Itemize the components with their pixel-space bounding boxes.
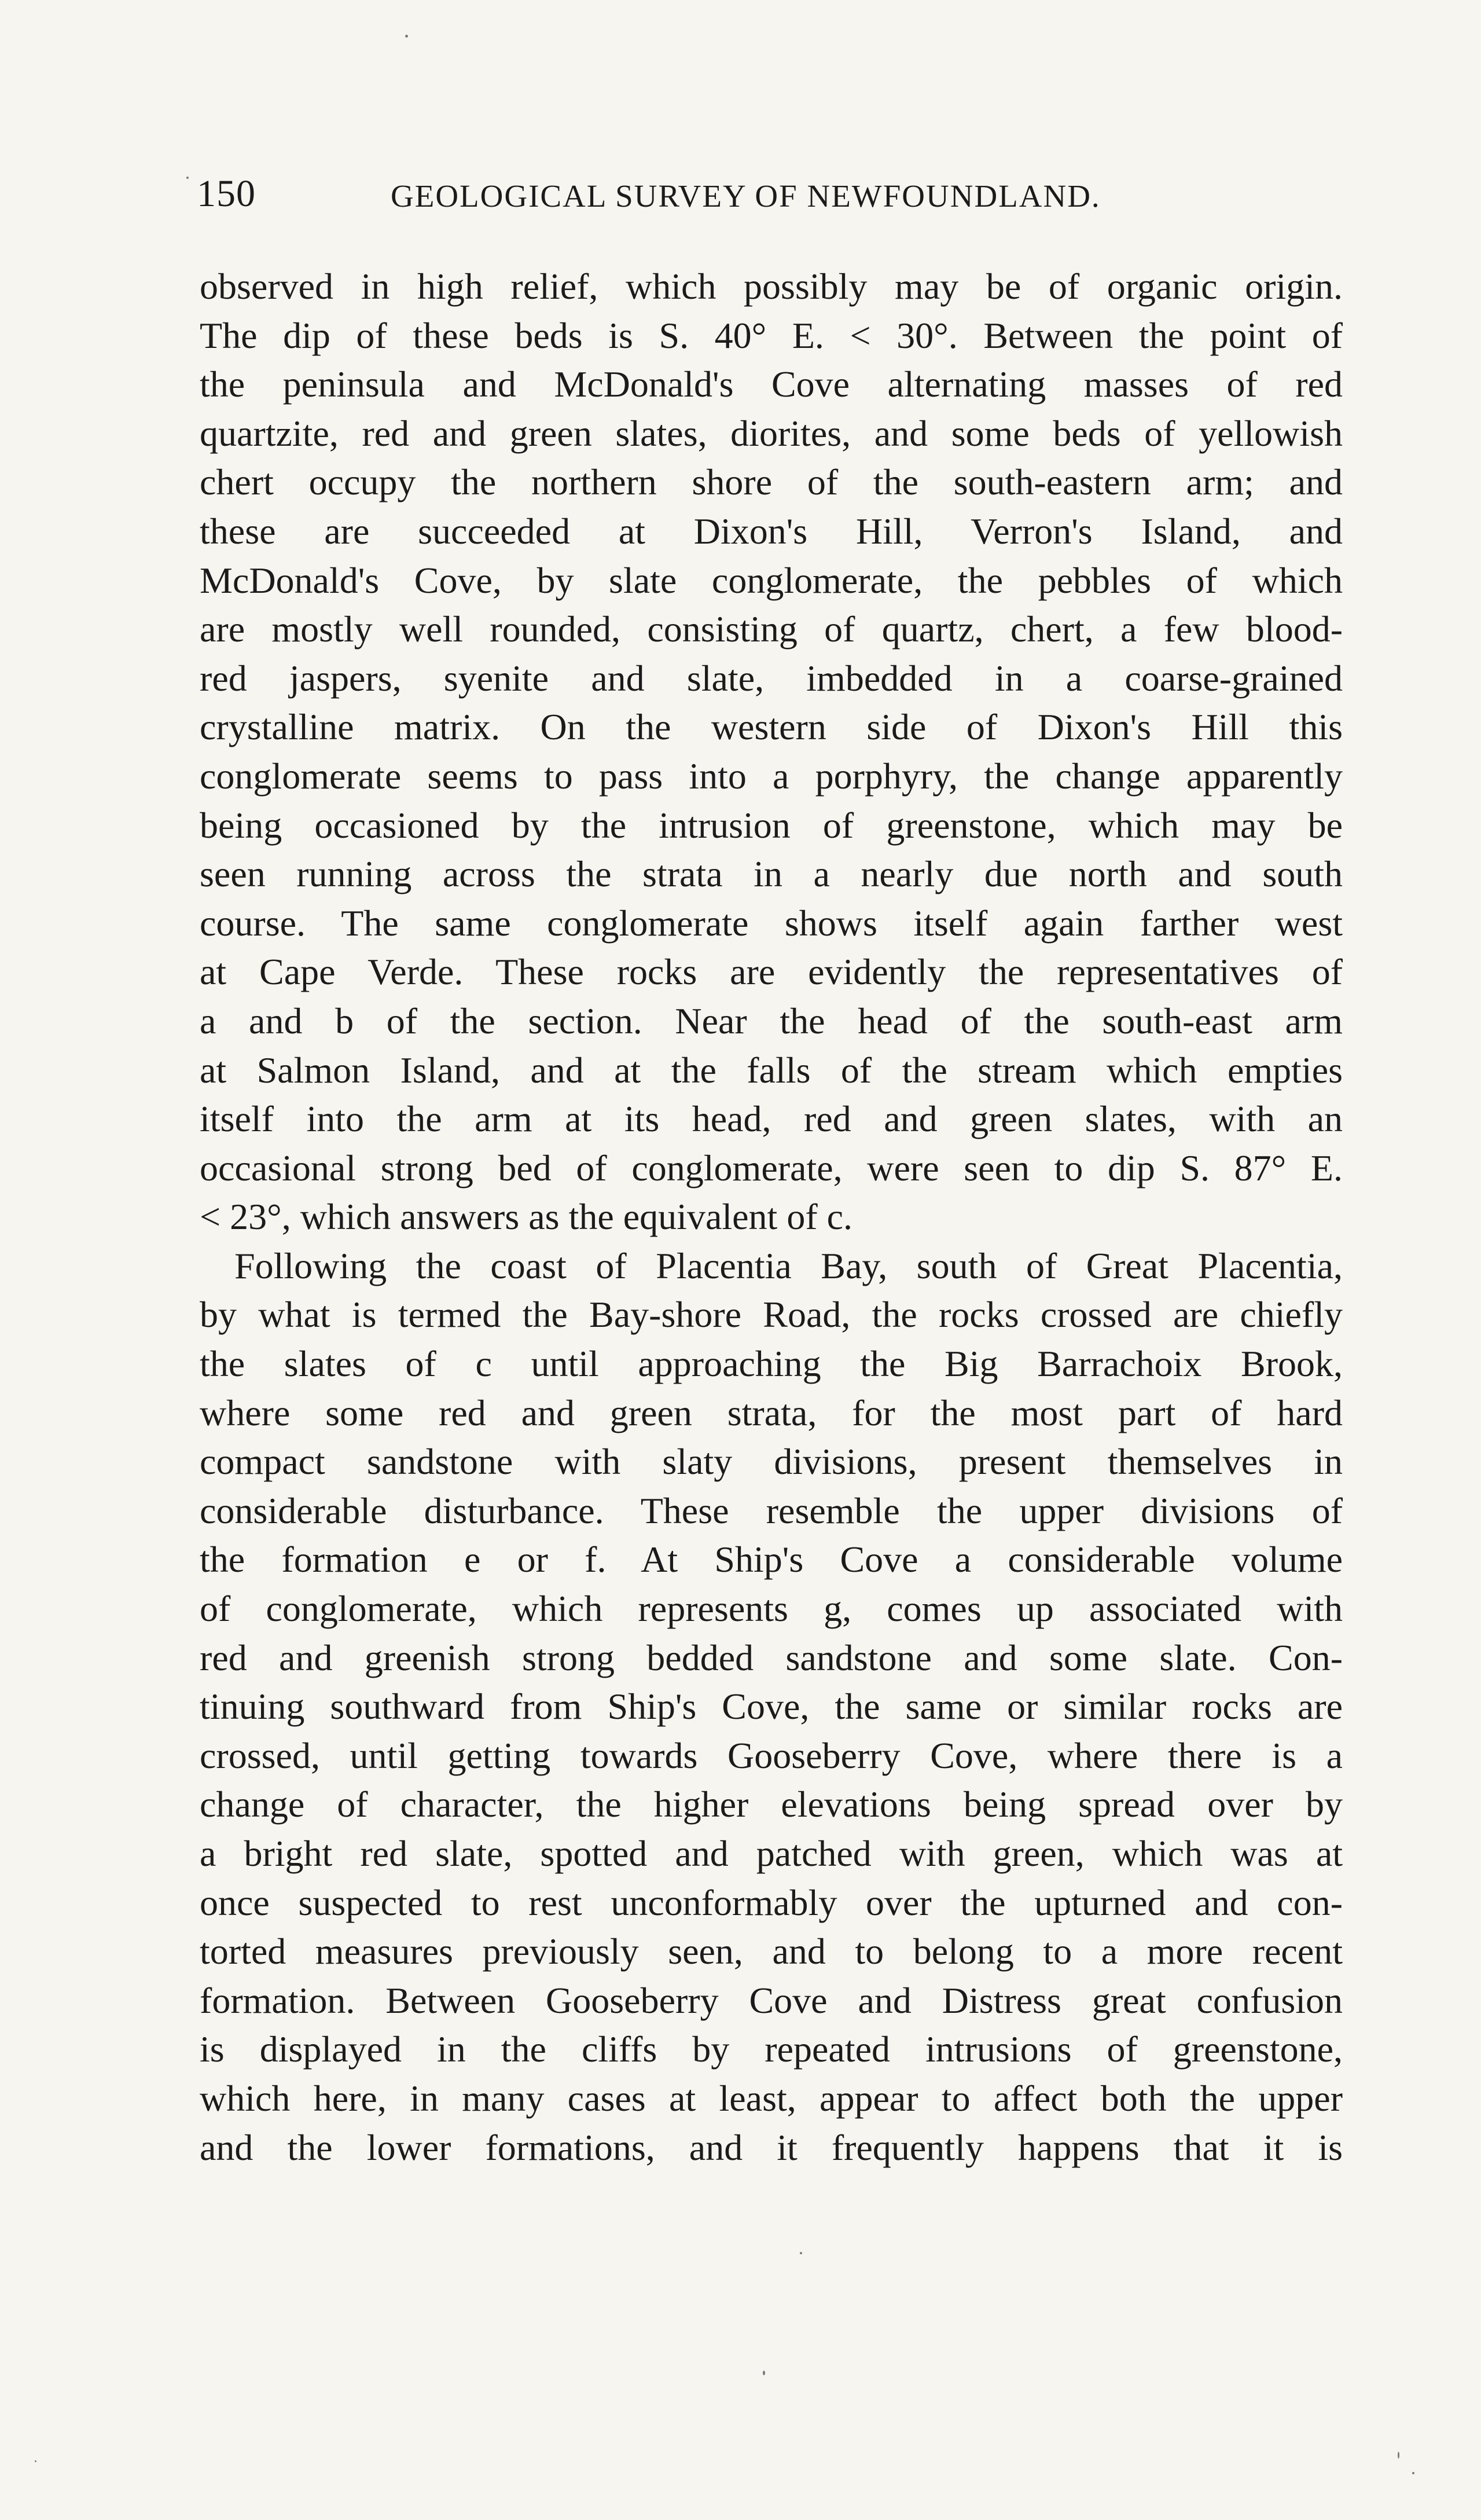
- text-line: once suspected to rest unconformably over the upturned and con-: [200, 1881, 1343, 1923]
- text-line: McDonald's Cove, by slate conglomerate, the pebbles of which: [200, 559, 1343, 601]
- text-line: compact sandstone with slaty divisions, present themselves in: [200, 1441, 1343, 1483]
- text-line: observed in high relief, which possibly may be of organic origin.: [200, 266, 1343, 307]
- text-line: tinuing southward from Ship's Cove, the same or similar rocks are: [200, 1686, 1343, 1727]
- text-line: crystalline matrix. On the western side of Dixon's Hill this: [200, 706, 1343, 748]
- text-line: formation. Between Gooseberry Cove and Distress great confusion: [200, 1979, 1343, 2021]
- paragraph-last-line: < 23°, which answers as the equivalent of c.: [200, 1196, 853, 1238]
- text-line: itself into the arm at its head, red and green slates, with an: [200, 1098, 1343, 1140]
- text-line: by what is termed the Bay-shore Road, the rocks crossed are chiefly: [200, 1294, 1343, 1336]
- text-line: these are succeeded at Dixon's Hill, Verron's Island, and: [200, 510, 1343, 552]
- text-line: the slates of c until approaching the Big Barrachoix Brook,: [200, 1343, 1343, 1385]
- text-line: being occasioned by the intrusion of greenstone, which may be: [200, 804, 1343, 846]
- text-line: of conglomerate, which represents g, comes up associated with: [200, 1588, 1343, 1630]
- text-line: conglomerate seems to pass into a porphyry, the change apparently: [200, 755, 1343, 797]
- paper-speck: [186, 177, 189, 179]
- text-line: which here, in many cases at least, appear to affect both the upper: [200, 2077, 1343, 2119]
- text-line: where some red and green strata, for the most part of hard: [200, 1392, 1343, 1433]
- text-line: a and b of the section. Near the head of the south-east arm: [200, 1000, 1343, 1041]
- text-line: and the lower formations, and it frequently happens that it is: [200, 2126, 1343, 2168]
- paper-speck: [1398, 2452, 1399, 2459]
- text-line: change of character, the higher elevations being spread over by: [200, 1784, 1343, 1825]
- text-line: quartzite, red and green slates, diorites, and some beds of yellowish: [200, 412, 1343, 454]
- text-line: considerable disturbance. These resemble the upper divisions of: [200, 1490, 1343, 1531]
- text-line: the peninsula and McDonald's Cove alternating masses of red: [200, 364, 1343, 405]
- paper-speck: [800, 2252, 802, 2254]
- text-line: the formation e or f. At Ship's Cove a considerable volume: [200, 1539, 1343, 1580]
- page-number: 150: [197, 173, 256, 215]
- text-line: red and greenish strong bedded sandstone and some slate. Con-: [200, 1637, 1343, 1678]
- paper-speck: [1412, 2472, 1414, 2474]
- text-line: chert occupy the northern shore of the south-eastern arm; and: [200, 461, 1343, 503]
- text-line: The dip of these beds is S. 40° E. < 30°. Between the point of: [200, 314, 1343, 356]
- running-head-title: GEOLOGICAL SURVEY OF NEWFOUNDLAND.: [391, 178, 1101, 214]
- paper-speck: [35, 2460, 36, 2462]
- running-head: [197, 168, 1348, 220]
- text-line: course. The same conglomerate shows itself again farther west: [200, 902, 1343, 944]
- text-line: are mostly well rounded, consisting of quartz, chert, a few blood-: [200, 608, 1343, 650]
- text-line: red jaspers, syenite and slate, imbedded in a coarse-grained: [200, 657, 1343, 699]
- text-line: crossed, until getting towards Gooseberry Cove, where there is a: [200, 1734, 1343, 1776]
- body-text: [200, 262, 1343, 2172]
- text-line: a bright red slate, spotted and patched with green, which was at: [200, 1833, 1343, 1874]
- paper-speck: [763, 2371, 765, 2375]
- text-line: at Salmon Island, and at the falls of the stream which empties: [200, 1049, 1343, 1091]
- text-line: seen running across the strata in a nearly due north and south: [200, 853, 1343, 895]
- text-line: occasional strong bed of conglomerate, were seen to dip S. 87° E.: [200, 1147, 1343, 1189]
- text-line: at Cape Verde. These rocks are evidently the representatives of: [200, 951, 1343, 993]
- paper-speck: [405, 35, 408, 38]
- text-line: torted measures previously seen, and to belong to a more recent: [200, 1931, 1343, 1972]
- text-line: is displayed in the cliffs by repeated intrusions of greenstone,: [200, 2029, 1343, 2070]
- paragraph-first-line: Following the coast of Placentia Bay, south of Great Placentia,: [234, 1245, 1343, 1286]
